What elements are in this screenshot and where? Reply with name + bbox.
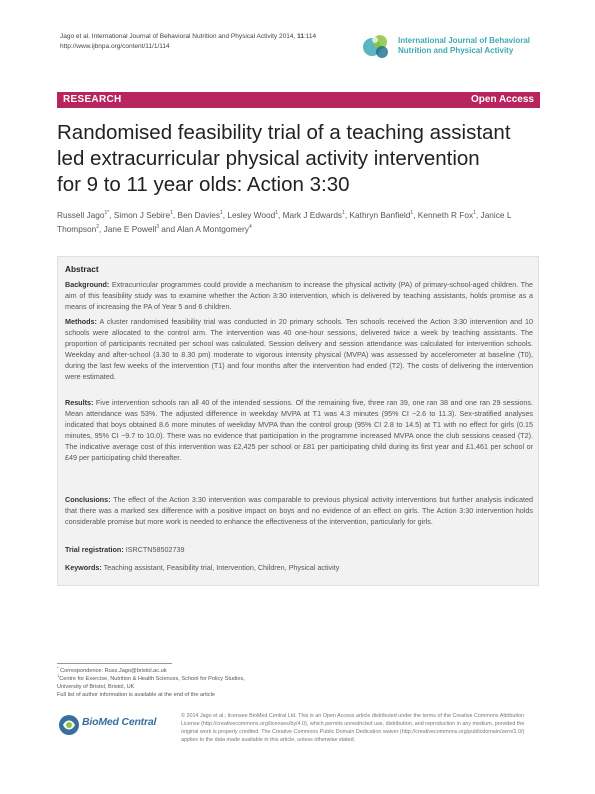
author-affiliation-mark: 1 — [342, 210, 345, 217]
abstract-box — [57, 256, 539, 586]
abstract-trial-registration — [65, 544, 533, 555]
section-bar — [57, 92, 540, 108]
author — [178, 210, 226, 220]
author — [283, 210, 348, 220]
affiliation-line-1 — [57, 675, 357, 683]
abstract-conclusions — [65, 494, 533, 527]
abstract-keywords — [65, 562, 533, 573]
title-line-1: Randomised feasibility trial of a teaching assistant — [57, 121, 511, 144]
author-affiliation-mark: 2 — [96, 224, 99, 231]
citation-url[interactable]: http://www.ijbnpa.org/content/11/1/114 — [60, 43, 170, 50]
author-affiliation-mark: 1 — [410, 210, 414, 217]
results-text: Five intervention schools ran all 40 of the intended sessions. Of the remaining five, three ran 39, one ran 38 and one ran 29 sessions. Mean attendance was 53%. The adjusted difference in weekday MVPA at T1 was 4.3 minutes (95% CI −2.6 to 11.3). Sex-stratified analyses indicated that boys obtained 8.6 more minutes of weekday MVPA than the control group (95% CI 2.8 to 14.5) at T1 with no effect for girls (0.15 minutes, 95% CI −9.7 to 10.0). There was no evidence that participation in the programme increased MVPA once the club sessions ceased (T2). The indicative average cost of this intervention was £2,425 per school or £81 per participating child during its first year and £1,461 per school or £49 per participating child thereafter. — [65, 398, 533, 462]
author-affiliation-mark: 4 — [248, 224, 252, 231]
author-separator: , — [475, 210, 479, 220]
author-separator: , — [277, 210, 281, 220]
author-affiliation-mark: 3 — [156, 224, 159, 231]
title-line-2: led extracurricular physical activity intervention — [57, 147, 480, 170]
footnote-divider — [57, 663, 172, 664]
author — [114, 210, 175, 220]
journal-logo — [362, 30, 552, 64]
open-access-label: Open Access — [471, 94, 534, 105]
author-affiliation-mark: 1 — [473, 210, 476, 217]
author-name: Kenneth R Fox — [417, 210, 474, 220]
author-separator: , — [344, 210, 348, 220]
journal-name-line2: Nutrition and Physical Activity — [398, 46, 514, 55]
methods-label: Methods: — [65, 317, 97, 326]
author — [104, 224, 176, 234]
trial-label: Trial registration: — [65, 545, 124, 554]
author — [227, 210, 280, 220]
abstract-background — [65, 279, 533, 312]
author-list — [57, 208, 537, 236]
results-label: Results: — [65, 398, 94, 407]
citation-block — [60, 32, 316, 52]
author — [177, 224, 252, 234]
citation-year: 2014, — [278, 33, 296, 40]
author-separator: , — [98, 224, 102, 234]
correspondence-label: Correspondence: — [58, 668, 105, 674]
license-text: © 2014 Jago et al.; licensee BioMed Central Ltd. This is an Open Access article distributed under the terms of the Creative Commons Attribution License (http://creativecommons.org/licenses/by/4.0), which permits unrestricted use, distribution, and reproduction in any medium, provided the original work is properly credited. The Creative Commons Public Domain Dedication waiver (http://creativecommons.org/publicdomain/zero/1.0/) applies to the data made available in this article, unless otherwise stated. — [181, 713, 525, 743]
author-separator: , — [222, 210, 226, 220]
author-separator: , — [172, 210, 176, 220]
correspondence-line — [57, 667, 357, 675]
publisher-name: BioMed Central — [82, 716, 157, 728]
author-separator: , — [109, 210, 112, 220]
abstract-results — [65, 397, 533, 463]
author-name: Mark J Edwards — [282, 210, 343, 220]
trial-text: ISRCTN58502739 — [125, 545, 185, 554]
more-info-line: Full list of author information is available at the end of the article — [57, 692, 215, 698]
author-name: Janice L Thompson — [57, 210, 512, 234]
correspondence-email[interactable]: Russ.Jago@bristol.ac.uk — [104, 668, 167, 674]
article-title — [57, 120, 547, 198]
citation-volume: 11 — [297, 33, 304, 40]
author-affiliation-mark: 1 — [170, 210, 173, 217]
author-name: Alan A Montgomery — [176, 224, 249, 234]
keywords-text: Teaching assistant, Feasibility trial, Intervention, Children, Physical activity — [103, 563, 340, 572]
conclusions-label: Conclusions: — [65, 495, 111, 504]
affiliation-text-1: Centre for Exercise, Nutrition & Health Sciences, School for Policy Studies, — [59, 676, 245, 682]
biomed-central-emblem-icon — [57, 713, 81, 737]
background-text: Extracurricular programmes could provide a mechanism to increase the physical activity (PA) of primary-school-aged children. The aim of this feasibility study was to examine whether the Action 3:30 intervention, which is delivered by teaching assistants, holds promise as a means of increasing the PA of Year 5 and 6 children. — [65, 280, 534, 311]
author-affiliation-mark: 1 — [275, 210, 278, 217]
citation-page: :114 — [303, 33, 317, 40]
keywords-label: Keywords: — [65, 563, 102, 572]
affiliation-line-2: University of Bristol, Bristol, UK — [57, 684, 135, 690]
conclusions-text: The effect of the Action 3:30 intervention was comparable to previous physical activity interventions but further analysis indicated that there was a marked sex difference with a positive impact on boys and no evidence of an effect on girls. The Action 3:30 intervention holds considerable promise but more work is needed to enhance the effectiveness of the intervention, particularly for girls. — [65, 495, 533, 526]
correspondence-mark: * — [57, 665, 59, 671]
author-name: Simon J Sebire — [113, 210, 171, 220]
journal-name-line1: International Journal of Behavioral — [398, 36, 531, 45]
abstract-methods — [65, 316, 533, 382]
abstract-heading: Abstract — [65, 264, 99, 274]
author-separator: and — [158, 224, 176, 234]
author-affiliation-mark: 1 — [219, 210, 223, 217]
methods-text: A cluster randomised feasibility trial was conducted in 20 primary schools. Ten schools received the Action 3:30 intervention and 10 schools were allocated to the control arm. The intervention was 40 one-hour sessions, delivered twice a week by teaching assistants. The proportion of participants recruited per school was calculated. Session delivery and session attendance was calculated for intervention schools. Weekday and after-school (3.30 to 8.30 pm) moderate to vigorous intensity physical (MVPA) was assessed by accelerometer at baseline (T0), during the last few weeks of the intervention (T1) and four months after the intervention had ended (T2). The costs of delivering the intervention were estimated. — [65, 317, 533, 381]
author-affiliation-mark: 1* — [104, 210, 110, 217]
author-name: Kathryn Banfield — [349, 210, 411, 220]
author-name: Ben Davies — [177, 210, 220, 220]
author — [418, 210, 478, 220]
author-separator: , — [413, 210, 416, 220]
author-name: Jane E Powell — [103, 224, 157, 234]
author-name: Lesley Wood — [227, 210, 276, 220]
background-label: Background: — [65, 280, 110, 289]
citation-line — [60, 32, 316, 42]
footnotes — [57, 667, 357, 699]
publisher-logo — [57, 713, 177, 741]
section-label: RESEARCH — [63, 94, 122, 105]
journal-emblem-icon — [362, 32, 394, 62]
author — [350, 210, 416, 220]
author-name: Russell Jago — [57, 210, 105, 220]
citation-journal: Jago et al. International Journal of Behavioral Nutrition and Physical Activity — [60, 33, 278, 40]
affiliation-mark: 1 — [57, 673, 60, 679]
title-line-3: for 9 to 11 year olds: Action 3:30 — [57, 173, 350, 196]
journal-name — [398, 36, 558, 56]
author — [57, 210, 112, 220]
